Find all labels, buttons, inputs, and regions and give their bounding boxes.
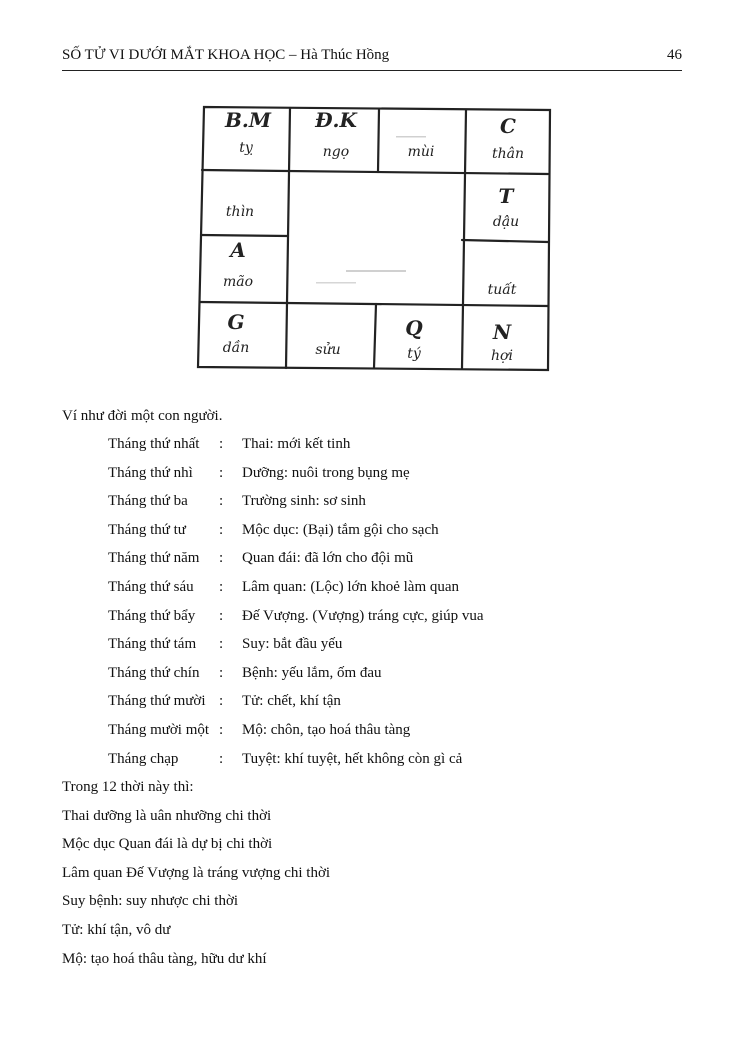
cell-dau-branch: dậu <box>492 214 520 230</box>
intro-line: Ví như đời một con người. <box>62 408 223 424</box>
page-number: 46 <box>667 47 682 63</box>
month-desc: Lâm quan: (Lộc) lớn khoẻ làm quan <box>242 578 460 595</box>
month-colon: : <box>219 550 224 567</box>
cell-tuat-branch: tuất <box>487 282 517 298</box>
month-colon: : <box>219 521 224 538</box>
cell-than-branch: thân <box>491 146 524 162</box>
cell-suu-branch: sửu <box>315 342 341 358</box>
month-colon: : <box>219 721 224 738</box>
cell-ty-rat-branch: tý <box>407 346 421 362</box>
month-colon: : <box>219 436 224 452</box>
cell-mao-branch: mão <box>222 274 254 290</box>
cell-ty-rat-label: Q <box>405 316 423 340</box>
note-line: Tử: khí tận, vô dư <box>62 921 171 938</box>
month-name: Tháng thứ bẩy <box>108 607 196 624</box>
twelve-palace-diagram <box>196 102 554 372</box>
cell-dan-branch: dần <box>222 340 250 356</box>
month-desc: Thai: mới kết tinh <box>242 436 351 452</box>
month-name: Tháng thứ tư <box>108 521 186 538</box>
month-colon: : <box>219 607 224 624</box>
month-name: Tháng mười một <box>108 721 210 738</box>
month-colon: : <box>219 636 224 653</box>
cell-dau-label: T <box>498 184 514 208</box>
note-line: Trong 12 thời này thì: <box>62 779 194 795</box>
note-line: Mộc dục Quan đái là dự bị chi thời <box>62 836 273 853</box>
month-name: Tháng thứ nhất <box>108 436 200 452</box>
month-colon: : <box>219 493 224 510</box>
note-line: Suy bệnh: suy nhược chi thời <box>62 893 239 910</box>
cell-mui-branch: mùi <box>407 144 435 160</box>
cell-than-label: C <box>500 114 516 138</box>
month-name: Tháng chạp <box>108 750 179 767</box>
month-desc: Trường sinh: sơ sinh <box>242 493 366 510</box>
month-name: Tháng thứ ba <box>108 493 188 510</box>
month-desc: Bệnh: yếu lắm, ốm đau <box>242 664 382 681</box>
page-header <box>62 46 682 71</box>
month-name: Tháng thứ nhì <box>108 464 193 481</box>
note-line: Thai dưỡng là uân nhưỡng chi thời <box>62 807 272 824</box>
month-name: Tháng thứ năm <box>108 550 200 567</box>
month-name: Tháng thứ chín <box>108 664 200 681</box>
month-name: Tháng thứ tám <box>108 636 197 653</box>
cell-hoi-label: N <box>492 320 512 344</box>
month-desc: Mộc dục: (Bại) tắm gội cho sạch <box>242 521 439 538</box>
month-desc: Suy: bắt đầu yếu <box>242 636 343 653</box>
month-colon: : <box>219 464 224 481</box>
cell-ty-snake-label: B.M <box>224 108 271 132</box>
month-colon: : <box>219 693 224 710</box>
month-name: Tháng thứ sáu <box>108 578 194 595</box>
cell-ty-snake-branch: tỵ <box>239 140 253 156</box>
month-desc: Tuyệt: khí tuyệt, hết không còn gì cả <box>242 750 463 767</box>
summary-notes <box>62 779 330 979</box>
cell-ngo-branch: ngọ <box>322 144 350 160</box>
cell-ngo-label: Đ.K <box>315 108 357 132</box>
month-desc: Mộ: chôn, tạo hoá thâu tàng <box>242 721 411 738</box>
month-name: Tháng thứ mười <box>108 693 206 710</box>
cell-thin-branch: thìn <box>225 204 255 220</box>
month-colon: : <box>219 578 224 595</box>
cell-hoi-branch: hợi <box>491 348 513 364</box>
cell-mao-label: A <box>230 238 246 262</box>
month-desc: Đế Vượng. (Vượng) tráng cực, giúp vua <box>242 607 484 624</box>
note-line: Lâm quan Đế Vượng là tráng vượng chi thời <box>62 864 331 881</box>
running-title: SỐ TỬ VI DƯỚI MẮT KHOA HỌC – Hà Thúc Hồng <box>62 47 390 63</box>
month-colon: : <box>219 750 224 767</box>
month-desc: Tử: chết, khí tận <box>242 693 341 710</box>
cell-dan-label: G <box>227 310 245 334</box>
month-desc: Quan đái: đã lớn cho đội mũ <box>242 550 414 567</box>
month-desc: Dưỡng: nuôi trong bụng mẹ <box>242 464 410 481</box>
month-colon: : <box>219 664 224 681</box>
note-line: Mộ: tạo hoá thâu tàng, hữu dư khí <box>62 950 267 967</box>
